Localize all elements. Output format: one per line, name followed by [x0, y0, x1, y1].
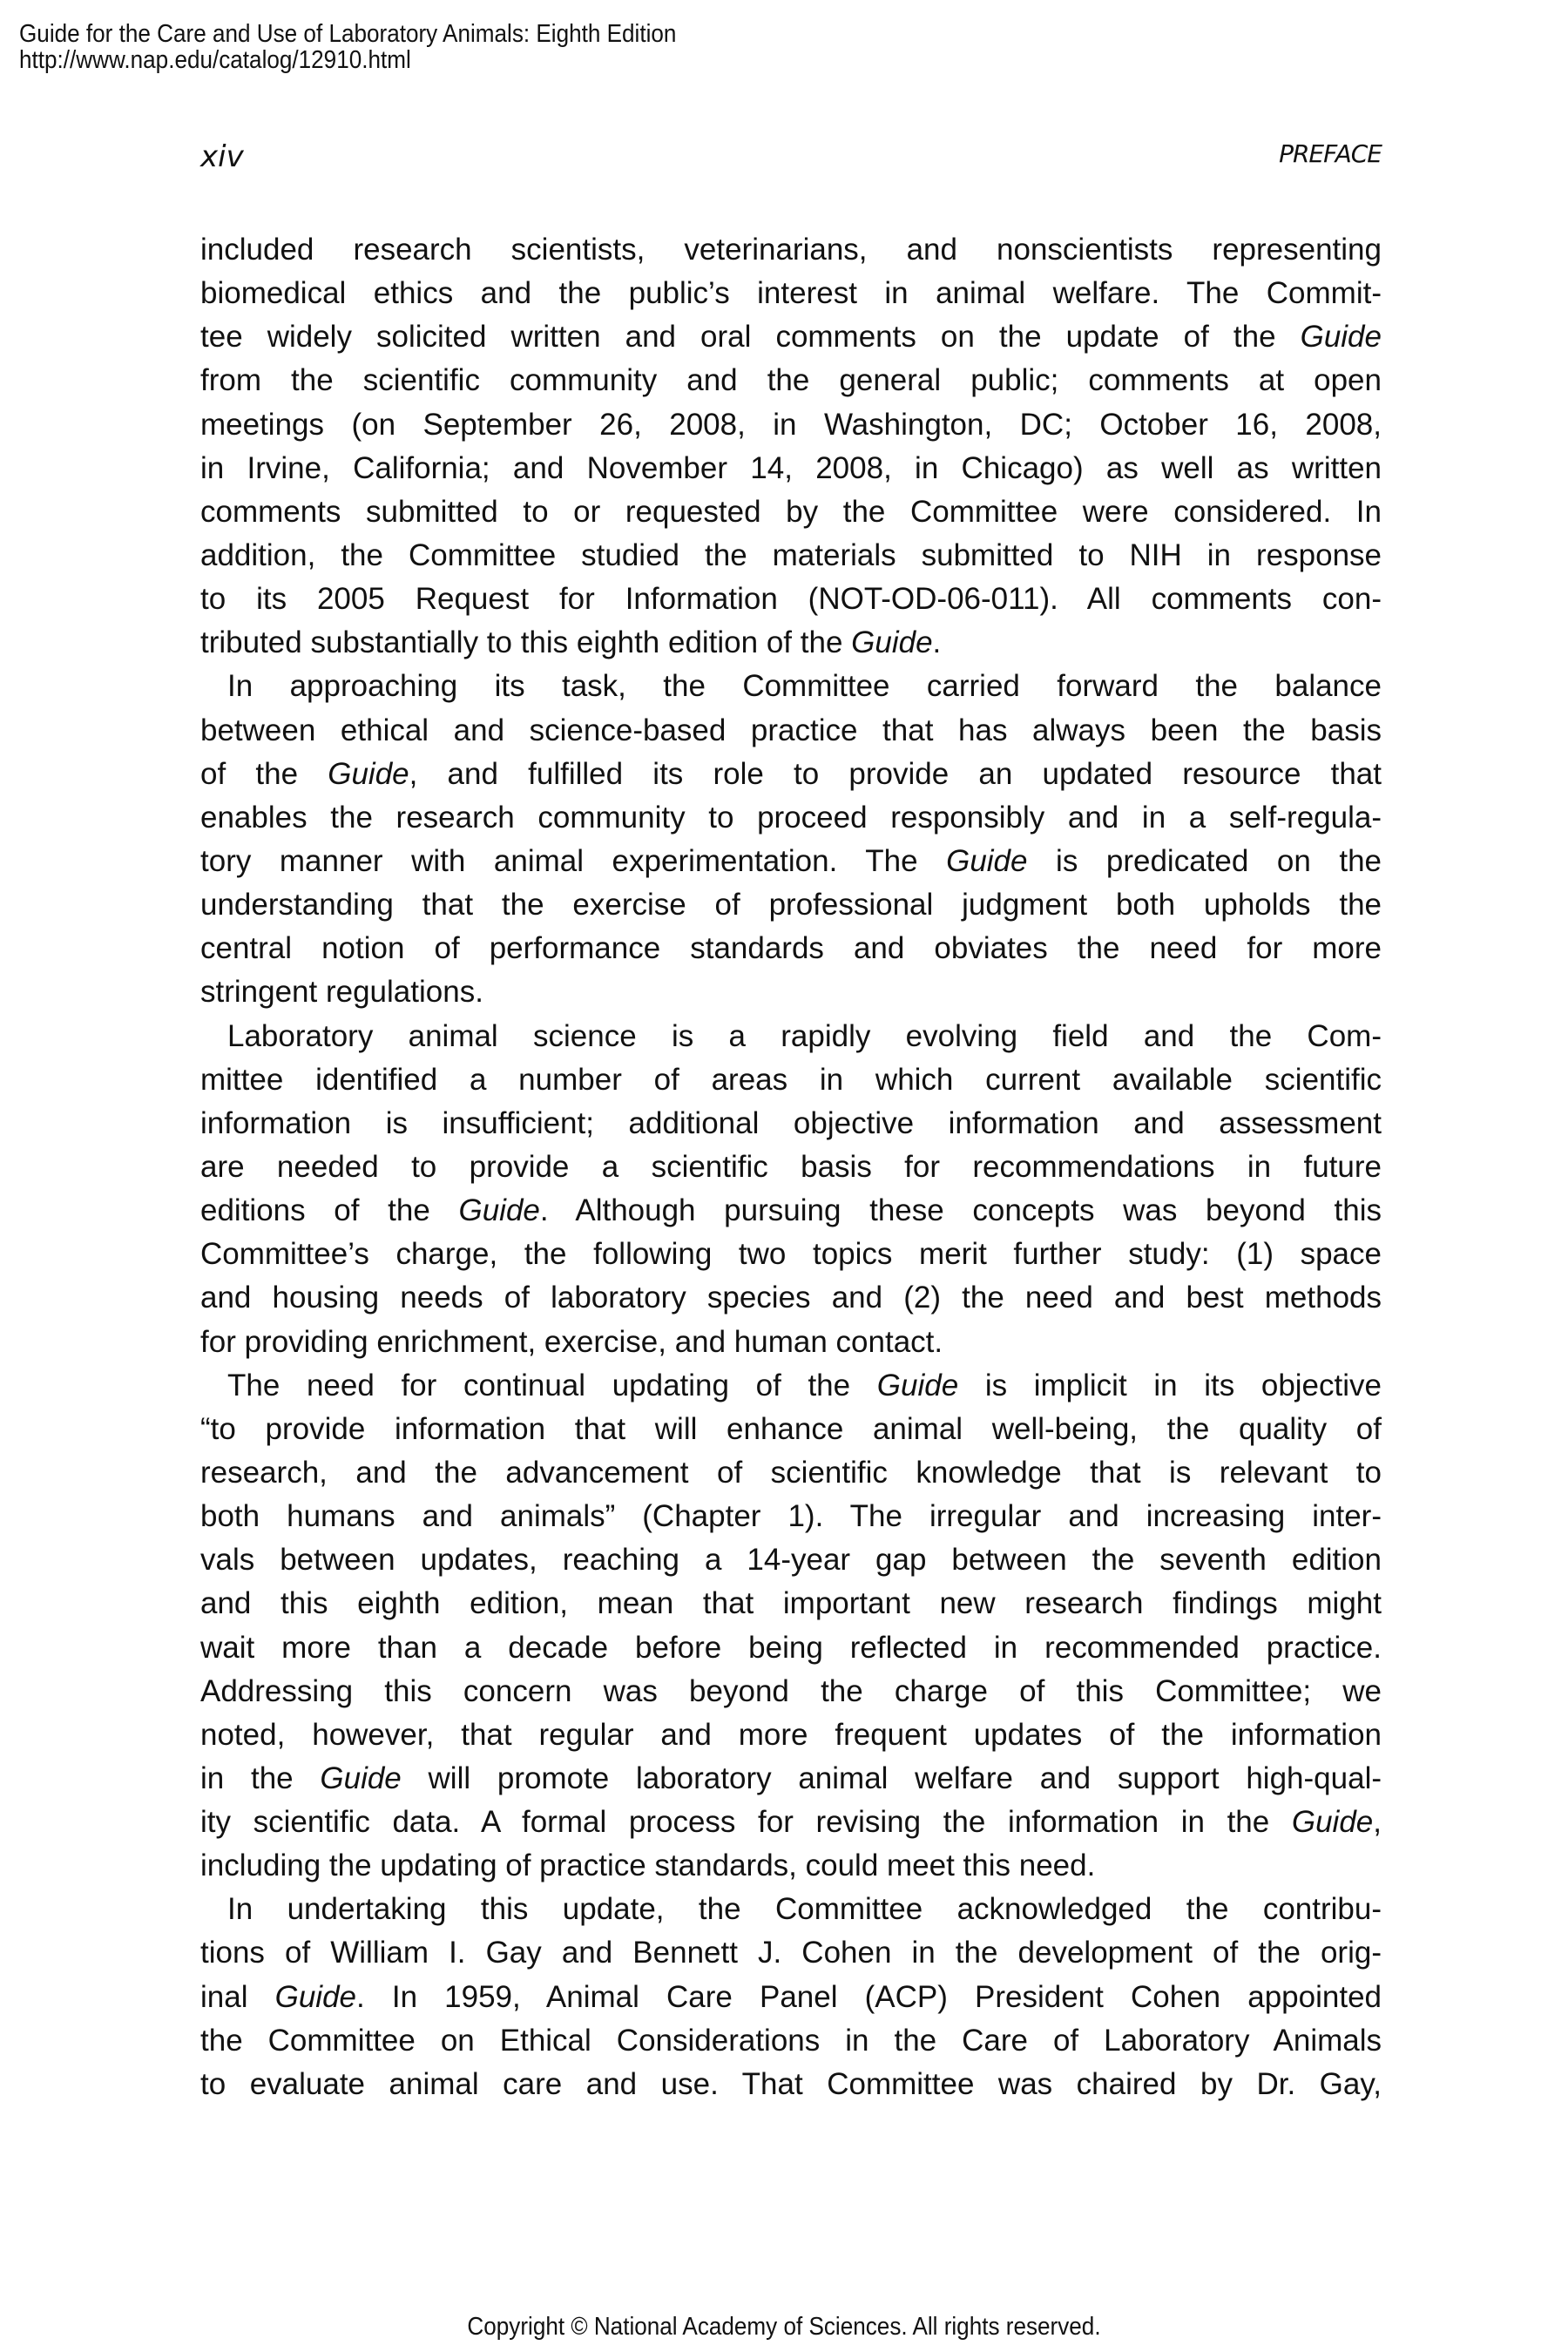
text-line: information is insufficient; additional objective information and assessment	[200, 1105, 1382, 1140]
text-line: of the Guide, and fulfilled its role to provide an updated resource that	[200, 756, 1382, 791]
text-line: tee widely solicited written and oral comments on the update of the Guide	[200, 320, 1382, 355]
text-line: enables the research community to proceed responsibly and in a self-regula-	[200, 800, 1382, 835]
text-line: noted, however, that regular and more frequent updates of the information	[200, 1717, 1382, 1752]
text-line: “to provide information that will enhance animal well-being, the quality of	[200, 1411, 1382, 1446]
section-title: PREFACE	[1279, 139, 1382, 168]
paragraph	[200, 1364, 1382, 1889]
source-title: Guide for the Care and Use of Laboratory Animals: Eighth Edition	[19, 20, 677, 48]
text-line: central notion of performance standards and obviates the need for more	[200, 931, 1382, 966]
text-line: from the scientific community and the general public; comments at open	[200, 363, 1382, 398]
paragraph	[200, 1888, 1382, 2106]
text-line: for providing enrichment, exercise, and human contact.	[200, 1324, 943, 1359]
text-line: in the Guide will promote laboratory animal welfare and support high-qual-	[200, 1761, 1382, 1795]
text-line: vals between updates, reaching a 14-year gap between the seventh edition	[200, 1543, 1382, 1578]
text-line: both humans and animals” (Chapter 1). The irregular and increasing inter-	[200, 1499, 1382, 1534]
text-line: and this eighth edition, mean that important new research findings might	[200, 1586, 1382, 1621]
text-line: research, and the advancement of scientific knowledge that is relevant to	[200, 1455, 1382, 1490]
copyright-footer	[0, 2313, 1568, 2342]
text-line: between ethical and science-based practice that has always been the basis	[200, 713, 1382, 747]
text-line: biomedical ethics and the public’s interest in animal welfare. The Commit-	[200, 276, 1382, 311]
text-line: tributed substantially to this eighth edition of the Guide.	[200, 625, 942, 660]
paragraph	[200, 665, 1382, 1014]
text-line: mittee identified a number of areas in which current available scientific	[200, 1062, 1382, 1097]
text-line: Committee’s charge, the following two topics merit further study: (1) space	[200, 1237, 1382, 1272]
text-line: to evaluate animal care and use. That Committee was chaired by Dr. Gay,	[200, 2066, 1382, 2101]
text-line: tions of William I. Gay and Bennett J. Cohen in the development of the orig-	[200, 1936, 1382, 1970]
text-line: Laboratory animal science is a rapidly evolving field and the Com-	[227, 1018, 1382, 1053]
text-line: wait more than a decade before being reflected in recommended practice.	[200, 1630, 1382, 1665]
text-line: tory manner with animal experimentation. The Guide is predicated on the	[200, 843, 1382, 878]
text-line: meetings (on September 26, 2008, in Washington, DC; October 16, 2008,	[200, 407, 1382, 442]
paragraph	[200, 1015, 1382, 1364]
text-line: In undertaking this update, the Committee acknowledged the contribu-	[227, 1892, 1382, 1927]
text-line: In approaching its task, the Committee carried forward the balance	[227, 669, 1382, 704]
text-line: stringent regulations.	[200, 975, 483, 1010]
text-line: including the updating of practice standards, could meet this need.	[200, 1848, 1096, 1883]
text-line: inal Guide. In 1959, Animal Care Panel (ACP) President Cohen appointed	[200, 1979, 1382, 2014]
page-number: xiv	[200, 139, 244, 174]
paragraph	[200, 228, 1382, 665]
text-line: included research scientists, veterinarians, and nonscientists representing	[200, 233, 1382, 267]
body-text	[200, 228, 1382, 2106]
text-line: editions of the Guide. Although pursuing these concepts was beyond this	[200, 1193, 1382, 1228]
text-line: addition, the Committee studied the materials submitted to NIH in response	[200, 537, 1382, 572]
text-line: in Irvine, California; and November 14, 2008, in Chicago) as well as written	[200, 450, 1382, 485]
copyright-text: Copyright © National Academy of Sciences. All rights reserved.	[467, 2313, 1101, 2341]
text-line: ity scientific data. A formal process for revising the information in the Guide,	[200, 1805, 1382, 1840]
text-line: The need for continual updating of the Guide is implicit in its objective	[227, 1368, 1382, 1402]
text-line: Addressing this concern was beyond the charge of this Committee; we	[200, 1673, 1382, 1708]
text-line: are needed to provide a scientific basis for recommendations in future	[200, 1149, 1382, 1184]
text-line: understanding that the exercise of professional judgment both upholds the	[200, 888, 1382, 923]
text-line: to its 2005 Request for Information (NOT-OD-06-011). All comments con-	[200, 582, 1382, 617]
text-line: and housing needs of laboratory species and (2) the need and best methods	[200, 1281, 1382, 1315]
text-line: comments submitted to or requested by the Committee were considered. In	[200, 494, 1382, 529]
text-line: the Committee on Ethical Considerations in the Care of Laboratory Animals	[200, 2023, 1382, 2058]
source-url: http://www.nap.edu/catalog/12910.html	[19, 46, 411, 74]
